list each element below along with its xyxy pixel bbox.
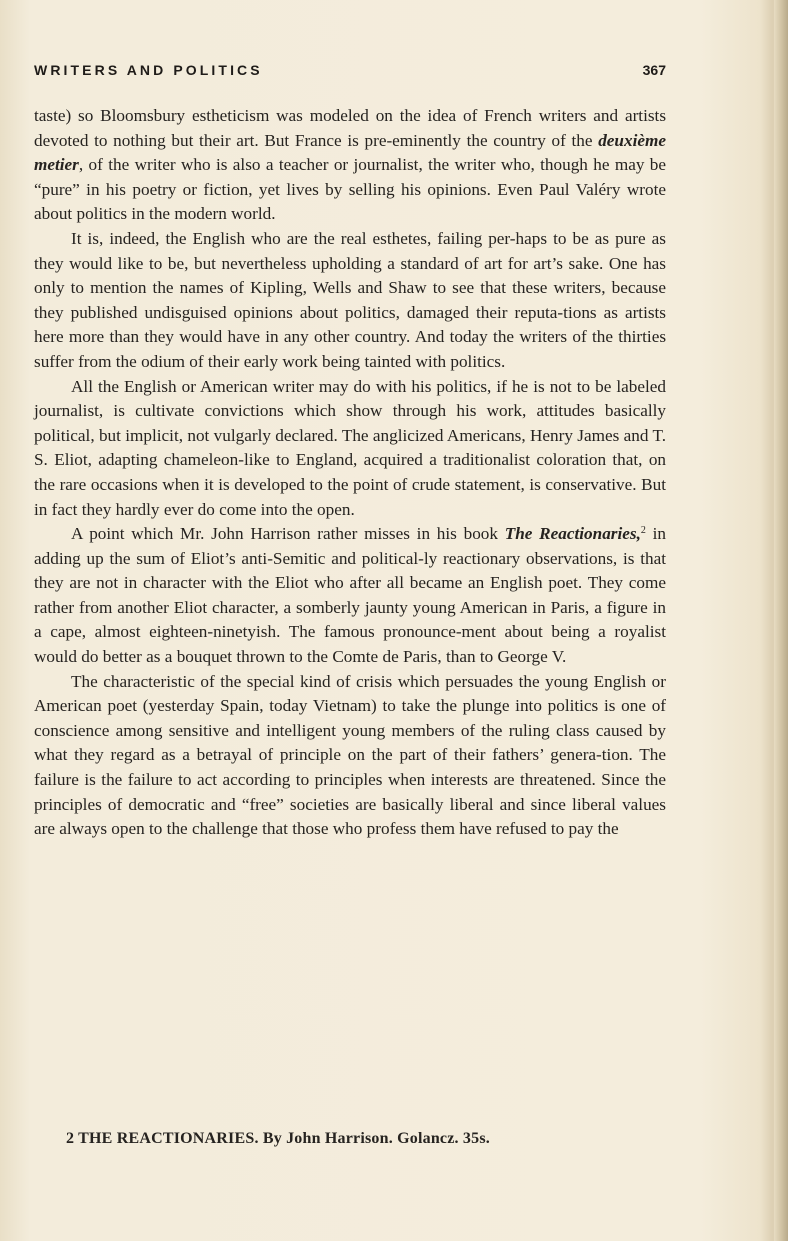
- body-text: [34, 104, 666, 842]
- text-run: wrote about politics in the modern world.: [34, 179, 666, 224]
- text-run: A point which Mr. John Harrison rather misses in his book: [71, 524, 505, 544]
- running-head: [34, 62, 666, 82]
- text-run: Eliot who after all became an English poet. They come rather from: [34, 573, 667, 617]
- text-run: the young English or American poet (yesterday Spain, today Vietnam): [34, 671, 666, 716]
- text-run: a figure in a cape, almost eighteen-ninetyish. The famous pronounce-: [34, 597, 667, 642]
- running-title: WRITERS AND POLITICS: [34, 62, 263, 78]
- paragraph: [34, 375, 666, 523]
- text-run: early work being tainted with politics.: [243, 351, 506, 371]
- text-run: ly reactionary observations, is that they are not in character with the: [34, 548, 666, 593]
- text-run: another Eliot character, a somberly jaunty young American in Paris,: [117, 597, 590, 617]
- text-run: to the challenge that those who profess them have refused to pay the: [149, 819, 619, 839]
- text-run: haps to be as pure as they would like to be, but nevertheless upholding: [34, 228, 666, 273]
- paragraph: [34, 227, 666, 375]
- text-run: regard as a betrayal of principle on the part of their fathers’ genera-: [110, 745, 602, 765]
- text-run: ment about being a royalist would do better as a bouquet thrown to: [34, 622, 666, 667]
- text-run: declared. The anglicized Americans, Henry James and T. S. Eliot,: [34, 425, 666, 470]
- paragraph: [34, 104, 666, 227]
- text-run: taste) so Bloomsbury estheticism was modeled on the idea of French: [34, 106, 532, 125]
- text-run: to take the plunge into politics is one of conscience among sensitive: [34, 696, 667, 740]
- text-run: poetry or fiction, yet lives by selling his opinions. Even Paul Valéry: [132, 179, 621, 199]
- text-run: that, on the rare occasions when it is developed to the point of crude: [34, 450, 667, 494]
- page-number: 367: [642, 62, 666, 78]
- footnote: 2 THE REACTIONARIES. By John Harrison. Golancz. 35s.: [66, 1130, 490, 1147]
- italic-title: Reactionaries,: [539, 524, 641, 544]
- text-run: The characteristic of the special kind of crisis which persuades: [71, 671, 514, 691]
- text-run: through his work, attitudes basically political, but implicit, not vulgarly: [34, 401, 667, 445]
- footnote-marker: 2: [640, 525, 646, 537]
- text-run: , of the writer who is also a: [78, 155, 274, 175]
- text-run: teacher or journalist, the writer who, though he may be “pure” in his: [34, 155, 667, 199]
- text-run: and intelligent young members of the ruling class caused by what they: [34, 720, 666, 765]
- paragraph: [34, 670, 666, 842]
- text-run: the Comte de Paris, than to George V.: [307, 647, 567, 667]
- text-run: published undisguised opinions about politics, damaged their reputa-: [70, 302, 564, 322]
- text-run: statement, is conservative. But in fact they hardly ever do come into: [34, 474, 666, 519]
- italic-title: The: [504, 524, 533, 544]
- text-run: the open.: [291, 499, 355, 519]
- text-run: interests are threatened. Since the principles of democratic and “free”: [34, 770, 666, 814]
- text-run: he is not to be labeled journalist, is cultivate convictions which show: [34, 376, 666, 421]
- text-run: tion. The failure is the failure to act according to principles when: [34, 745, 666, 790]
- text-run: It is, indeed, the English who are the real esthetes, failing per-: [71, 228, 516, 248]
- text-run: societies are basically liberal and since liberal values are always open: [34, 794, 666, 839]
- text-run: All the English or American writer may do with his politics, if: [71, 376, 507, 396]
- text-run: And today the writers of the thirties suffer from the odium of their: [34, 327, 667, 371]
- text-run: tions as artists here more than they would have in any other country.: [34, 302, 666, 347]
- paragraph: [34, 522, 666, 670]
- text-run: eminently the country of the: [392, 130, 599, 150]
- text-run: of Kipling, Wells and Shaw to see that these writers, because they: [34, 278, 667, 322]
- page-edge-shadow: [774, 0, 788, 1241]
- text-run: adapting chameleon-like to England, acquired a traditionalist coloration: [98, 450, 607, 470]
- text-run: a standard of art for art’s sake. One has only to mention the names: [34, 253, 666, 298]
- italic-title: deuxième metier: [34, 130, 666, 175]
- text-run: in adding up the sum of Eliot’s anti-Semitic and political-: [34, 524, 666, 568]
- text-run: writers and artists devoted to nothing but their art. But France is pre-: [34, 106, 667, 150]
